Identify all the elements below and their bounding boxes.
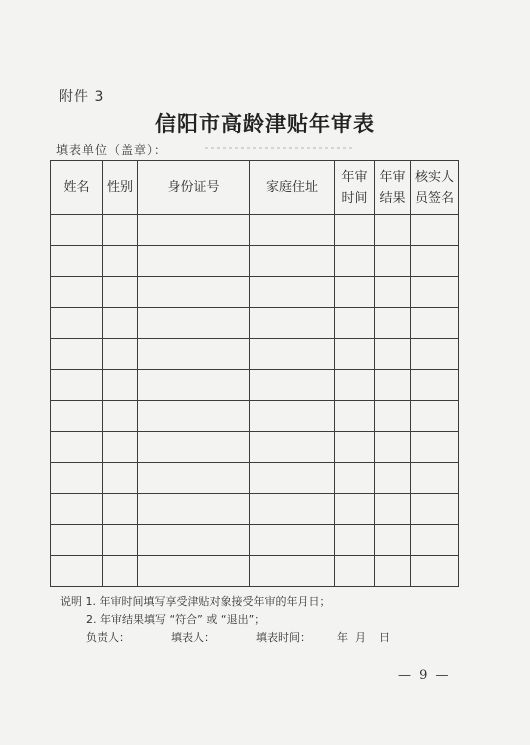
table-cell (411, 401, 459, 432)
header-name: 姓名 (51, 161, 103, 215)
responsible-label: 负责人： (86, 631, 130, 644)
table-cell (250, 432, 335, 463)
table-cell (250, 215, 335, 246)
table-cell (375, 525, 411, 556)
table-cell (335, 277, 375, 308)
table-cell (335, 246, 375, 277)
table-cell (138, 277, 250, 308)
document-title: 信阳市高龄津贴年审表 (155, 111, 375, 136)
table-cell (411, 277, 459, 308)
note-line-1: 说明 1. 年审时间填写享受津贴对象接受年审的年月日； (60, 595, 331, 608)
header-verifier-sign-line2: 员签名 (414, 190, 454, 206)
table-row (51, 308, 459, 339)
table-body (51, 215, 459, 587)
table-cell (103, 277, 138, 308)
table-cell (138, 339, 250, 370)
table-cell (335, 463, 375, 494)
table-cell (335, 215, 375, 246)
table-header-row (51, 161, 459, 215)
header-verifier-sign (411, 161, 459, 215)
table-cell (51, 308, 103, 339)
table-cell (138, 494, 250, 525)
header-address: 家庭住址 (250, 161, 335, 215)
table-cell (250, 494, 335, 525)
table-cell (375, 246, 411, 277)
header-review-result (375, 161, 411, 215)
table-cell (138, 401, 250, 432)
table-row (51, 401, 459, 432)
page-number: — 9 — (398, 668, 451, 683)
header-gender: 性别 (103, 161, 138, 215)
table-cell (250, 525, 335, 556)
table-cell (51, 370, 103, 401)
table-cell (138, 370, 250, 401)
table-cell (103, 525, 138, 556)
review-form-table (50, 160, 459, 587)
table-cell (103, 401, 138, 432)
header-review-time-line1: 年审 (341, 169, 368, 185)
table-cell (103, 339, 138, 370)
header-review-time-line2: 时间 (341, 190, 368, 206)
table-cell (375, 463, 411, 494)
table-cell (138, 525, 250, 556)
filler-person-label: 填表人： (171, 631, 215, 644)
table-cell (335, 556, 375, 587)
table-cell (250, 370, 335, 401)
table-cell (138, 246, 250, 277)
header-review-result-line2: 结果 (379, 190, 406, 206)
header-review-result-line1: 年审 (379, 169, 406, 185)
table-cell (51, 215, 103, 246)
table-cell (138, 432, 250, 463)
notes-block (60, 593, 331, 629)
stamp-smudge (205, 147, 355, 149)
table-cell (375, 277, 411, 308)
table-row (51, 463, 459, 494)
table-cell (375, 308, 411, 339)
table-cell (103, 215, 138, 246)
table-cell (51, 401, 103, 432)
table-cell (51, 525, 103, 556)
filler-unit-label: 填表单位（盖章）： (56, 143, 168, 157)
table-cell (411, 308, 459, 339)
table-cell (138, 463, 250, 494)
table-row (51, 339, 459, 370)
table-cell (335, 401, 375, 432)
fill-time-month: 月 (355, 631, 366, 644)
fill-time-label: 填表时间： (256, 631, 311, 644)
table-cell (335, 370, 375, 401)
table-cell (103, 494, 138, 525)
table-cell (411, 525, 459, 556)
table-cell (103, 432, 138, 463)
table-cell (411, 556, 459, 587)
table-cell (411, 215, 459, 246)
table-cell (138, 556, 250, 587)
table-cell (375, 432, 411, 463)
table-cell (335, 339, 375, 370)
table-row (51, 370, 459, 401)
table-cell (103, 556, 138, 587)
table-cell (103, 463, 138, 494)
table-cell (51, 556, 103, 587)
table-cell (375, 215, 411, 246)
table-cell (411, 432, 459, 463)
table-cell (51, 463, 103, 494)
table-cell (411, 494, 459, 525)
table-cell (411, 370, 459, 401)
fill-time-year: 年 (337, 631, 348, 644)
table-cell (411, 246, 459, 277)
table-cell (51, 339, 103, 370)
table-row (51, 494, 459, 525)
table-cell (51, 277, 103, 308)
table-cell (250, 277, 335, 308)
table-cell (51, 246, 103, 277)
note-line-2: 2. 年审结果填写 “符合” 或 “退出”； (86, 613, 266, 626)
table-cell (103, 246, 138, 277)
table-cell (138, 308, 250, 339)
table-row (51, 525, 459, 556)
table-cell (375, 339, 411, 370)
header-review-time (335, 161, 375, 215)
table-cell (250, 556, 335, 587)
table-cell (250, 401, 335, 432)
table-cell (375, 556, 411, 587)
table-cell (375, 401, 411, 432)
table-cell (103, 308, 138, 339)
table-row (51, 277, 459, 308)
table-cell (250, 463, 335, 494)
table-row (51, 246, 459, 277)
table-cell (250, 339, 335, 370)
table-cell (375, 494, 411, 525)
header-id-number: 身份证号 (138, 161, 250, 215)
table-cell (250, 246, 335, 277)
table-cell (335, 525, 375, 556)
table-cell (250, 308, 335, 339)
table-cell (51, 494, 103, 525)
table-cell (335, 494, 375, 525)
fill-time-day: 日 (379, 631, 390, 644)
table-cell (335, 308, 375, 339)
table-cell (335, 432, 375, 463)
header-verifier-sign-line1: 核实人 (414, 169, 454, 185)
attachment-label: 附件 3 (59, 89, 105, 105)
table-row (51, 556, 459, 587)
table-cell (375, 370, 411, 401)
table-row (51, 432, 459, 463)
table-cell (411, 463, 459, 494)
table-cell (51, 432, 103, 463)
table-cell (103, 370, 138, 401)
table-cell (138, 215, 250, 246)
table-row (51, 215, 459, 246)
table-cell (411, 339, 459, 370)
